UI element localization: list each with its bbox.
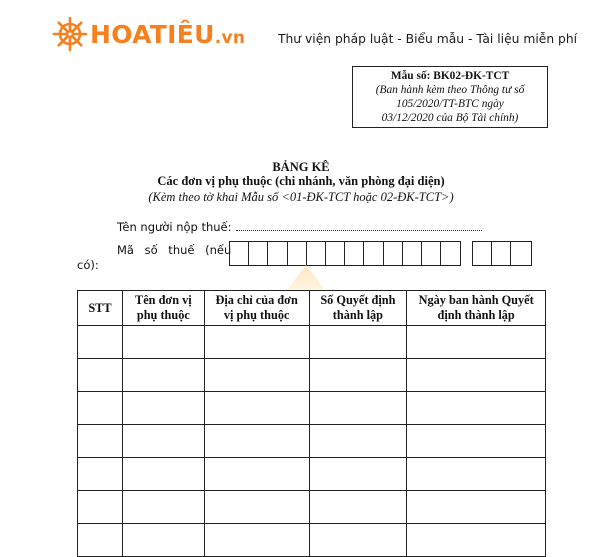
table-cell[interactable] — [78, 392, 123, 425]
table-cell[interactable] — [122, 359, 204, 392]
table-cell[interactable] — [407, 425, 546, 458]
table-row — [78, 524, 546, 557]
col-header-decision-date: Ngày ban hành Quyết định thành lập — [407, 291, 546, 326]
table-cell[interactable] — [407, 524, 546, 557]
tax-code-digit-box[interactable] — [326, 242, 345, 265]
table-cell[interactable] — [309, 359, 407, 392]
tax-code-digit-box[interactable] — [384, 242, 403, 265]
dependent-units-table — [77, 290, 546, 557]
table-cell[interactable] — [204, 425, 309, 458]
issued-line-3: 03/12/2020 của Bộ Tài chính) — [381, 112, 519, 124]
table-cell[interactable] — [407, 458, 546, 491]
table-row — [78, 326, 546, 359]
tax-code-digit-box[interactable] — [511, 242, 530, 265]
table-row — [78, 458, 546, 491]
table-cell[interactable] — [204, 524, 309, 557]
document-subtitle: Các đơn vị phụ thuộc (chi nhánh, văn phòng đại diện) — [157, 174, 445, 188]
table-cell[interactable] — [122, 524, 204, 557]
table-cell[interactable] — [309, 491, 407, 524]
tax-code-digit-box[interactable] — [288, 242, 307, 265]
tax-code-digit-box[interactable] — [345, 242, 364, 265]
table-cell[interactable] — [78, 359, 123, 392]
table-cell[interactable] — [407, 392, 546, 425]
table-cell[interactable] — [122, 491, 204, 524]
tax-code-digit-box[interactable] — [268, 242, 287, 265]
tax-code-label-1: Mã số thuế (nếu — [117, 243, 232, 257]
table-cell[interactable] — [122, 392, 204, 425]
table-cell[interactable] — [122, 425, 204, 458]
table-cell[interactable] — [407, 491, 546, 524]
table-row — [78, 425, 546, 458]
issued-line-2: 105/2020/TT-BTC ngày — [396, 98, 504, 110]
col-header-stt: STT — [78, 291, 123, 326]
tax-code-digit-box[interactable] — [307, 242, 326, 265]
tax-code-digit-box[interactable] — [441, 242, 460, 265]
table-cell[interactable] — [204, 458, 309, 491]
table-cell[interactable] — [78, 524, 123, 557]
table-cell[interactable] — [122, 458, 204, 491]
tax-code-digit-box[interactable] — [364, 242, 383, 265]
table-cell[interactable] — [309, 392, 407, 425]
tax-code-boxes-main[interactable] — [229, 241, 461, 266]
issued-line-1: (Ban hành kèm theo Thông tư số — [375, 84, 525, 96]
document-note: (Kèm theo tờ khai Mẫu số <01-ĐK-TCT hoặc 02-ĐK-TCT>) — [148, 190, 454, 204]
table-cell[interactable] — [204, 359, 309, 392]
tax-code-label-2: có): — [77, 258, 99, 272]
tax-code-digit-box[interactable] — [473, 242, 492, 265]
tax-code-digit-box[interactable] — [422, 242, 441, 265]
site-header — [0, 0, 602, 68]
table-cell[interactable] — [78, 326, 123, 359]
table-cell[interactable] — [78, 491, 123, 524]
tax-code-digit-box[interactable] — [492, 242, 511, 265]
table-cell[interactable] — [407, 359, 546, 392]
table-row — [78, 491, 546, 524]
tax-code-digit-box[interactable] — [403, 242, 422, 265]
payer-name-label: Tên người nộp thuế: — [117, 220, 232, 234]
table-cell[interactable] — [309, 326, 407, 359]
col-header-address: Địa chỉ của đơn vị phụ thuộc — [204, 291, 309, 326]
table-row — [78, 392, 546, 425]
table-cell[interactable] — [309, 425, 407, 458]
col-header-unit-name: Tên đơn vị phụ thuộc — [122, 291, 204, 326]
table-cell[interactable] — [78, 458, 123, 491]
table-body — [78, 326, 546, 557]
document-title: BẢNG KÊ — [272, 160, 330, 174]
table-cell[interactable] — [407, 326, 546, 359]
site-tagline: Thư viện pháp luật - Biểu mẫu - Tài liệu miễn phí — [278, 32, 578, 46]
tax-code-digit-box[interactable] — [249, 242, 268, 265]
watermark-shape — [286, 265, 326, 291]
table-cell[interactable] — [204, 326, 309, 359]
payer-name-blank[interactable] — [236, 222, 482, 231]
table-row — [78, 359, 546, 392]
table-cell[interactable] — [309, 524, 407, 557]
table-cell[interactable] — [122, 326, 204, 359]
tax-code-digit-box[interactable] — [230, 242, 249, 265]
tax-code-boxes-suffix[interactable] — [472, 241, 532, 266]
table-cell[interactable] — [309, 458, 407, 491]
table-cell[interactable] — [204, 392, 309, 425]
table-header-row — [78, 291, 546, 326]
ship-wheel-icon — [52, 16, 88, 52]
table-cell[interactable] — [204, 491, 309, 524]
payer-name-field — [117, 220, 482, 234]
brand-name: HOATIÊU.vn — [90, 19, 246, 49]
col-header-decision-number: Số Quyết định thành lập — [309, 291, 407, 326]
form-code: Mẫu số: BK02-ĐK-TCT — [390, 70, 510, 82]
table-cell[interactable] — [78, 425, 123, 458]
form-code-box — [352, 66, 548, 128]
hoatieu-logo[interactable] — [52, 16, 245, 52]
